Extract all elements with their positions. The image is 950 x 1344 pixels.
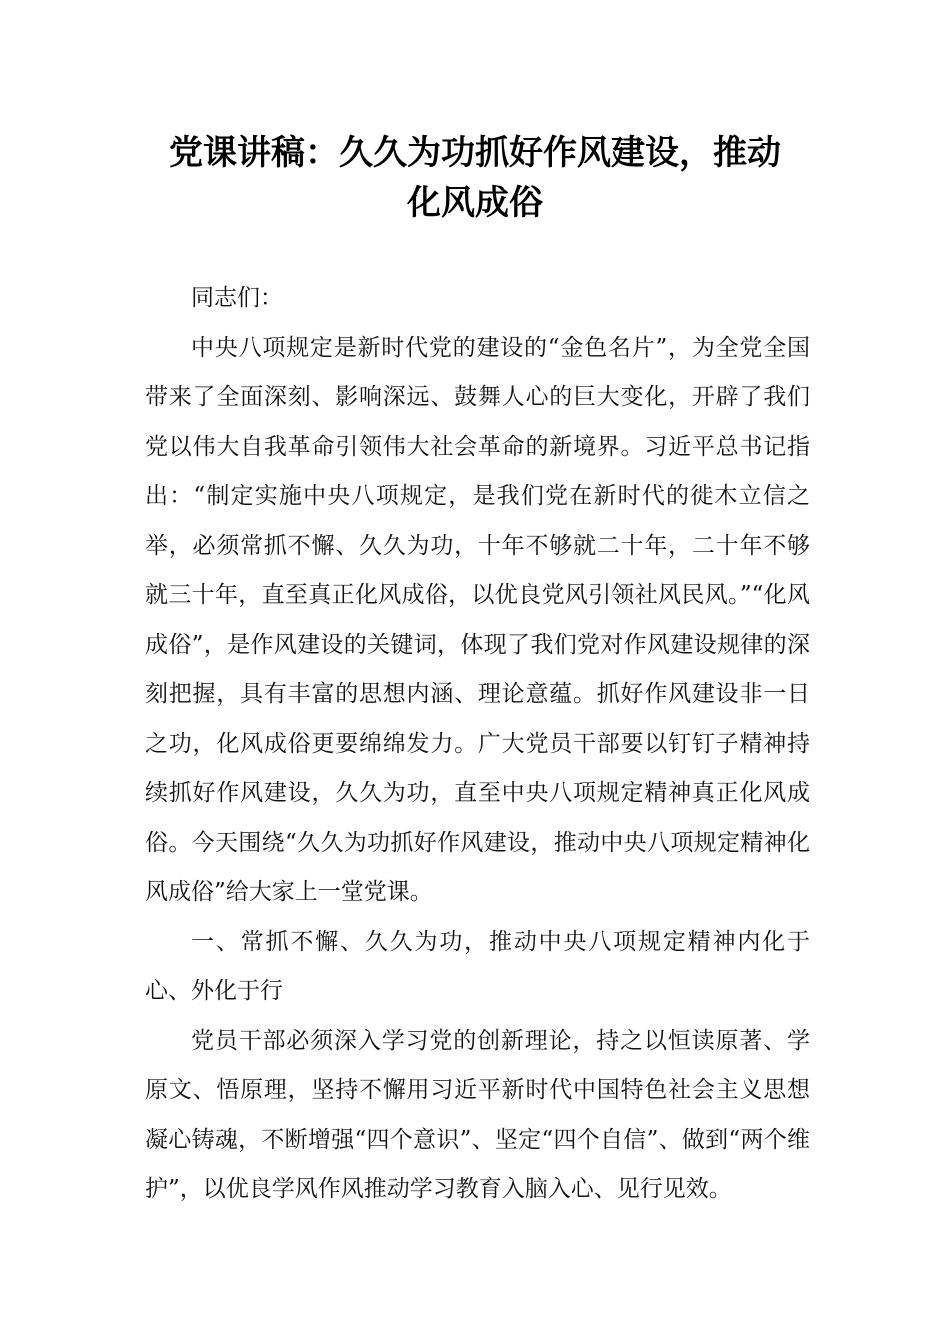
title-line-2: 化风成俗 (407, 183, 543, 223)
paragraph-intro: 中央八项规定是新时代党的建设的“金色名片”，为全党全国带来了全面深刻、影响深远、鼓舞人心的巨大变化，开辟了我们党以伟大自我革命引领伟大社会革命的新境界。习近平总书记指出：“制定实施中央八项规定，是我们党在新时代的徙木立信之举，必须常抓不懈、久久为功，十年不够就二十年，二十年不够就三十年，直至真正化风成俗，以优良党风引领社风民风。”“化风成俗”，是作风建设的关键词，体现了我们党对作风建设规律的深刻把握，具有丰富的思想内涵、理论意蕴。抓好作风建设非一日之功，化风成俗更要绵绵发力。广大党员干部要以钉钉子精神持续抓好作风建设，久久为功，直至中央八项规定精神真正化风成俗。今天围绕“久久为功抓好作风建设，推动中央八项规定精神化风成俗”给大家上一堂党课。 (145, 334, 810, 905)
document-body (145, 274, 810, 1215)
salutation: 同志们： (191, 285, 283, 311)
document-title (140, 128, 810, 228)
paragraph-section-1: 党员干部必须深入学习党的创新理论，持之以恒读原著、学原文、悟原理，坚持不懈用习近平新时代中国特色社会主义思想凝心铸魂，不断增强“四个意识”、坚定“四个自信”、做到“两个维护”，以优良学风作风推动学习教育入脑入心、见行见效。 (145, 1027, 810, 1202)
section-heading-1: 一、常抓不懈、久久为功，推动中央八项规定精神内化于心、外化于行 (145, 928, 810, 1004)
title-line-1: 党课讲稿：久久为功抓好作风建设，推动 (169, 133, 781, 173)
